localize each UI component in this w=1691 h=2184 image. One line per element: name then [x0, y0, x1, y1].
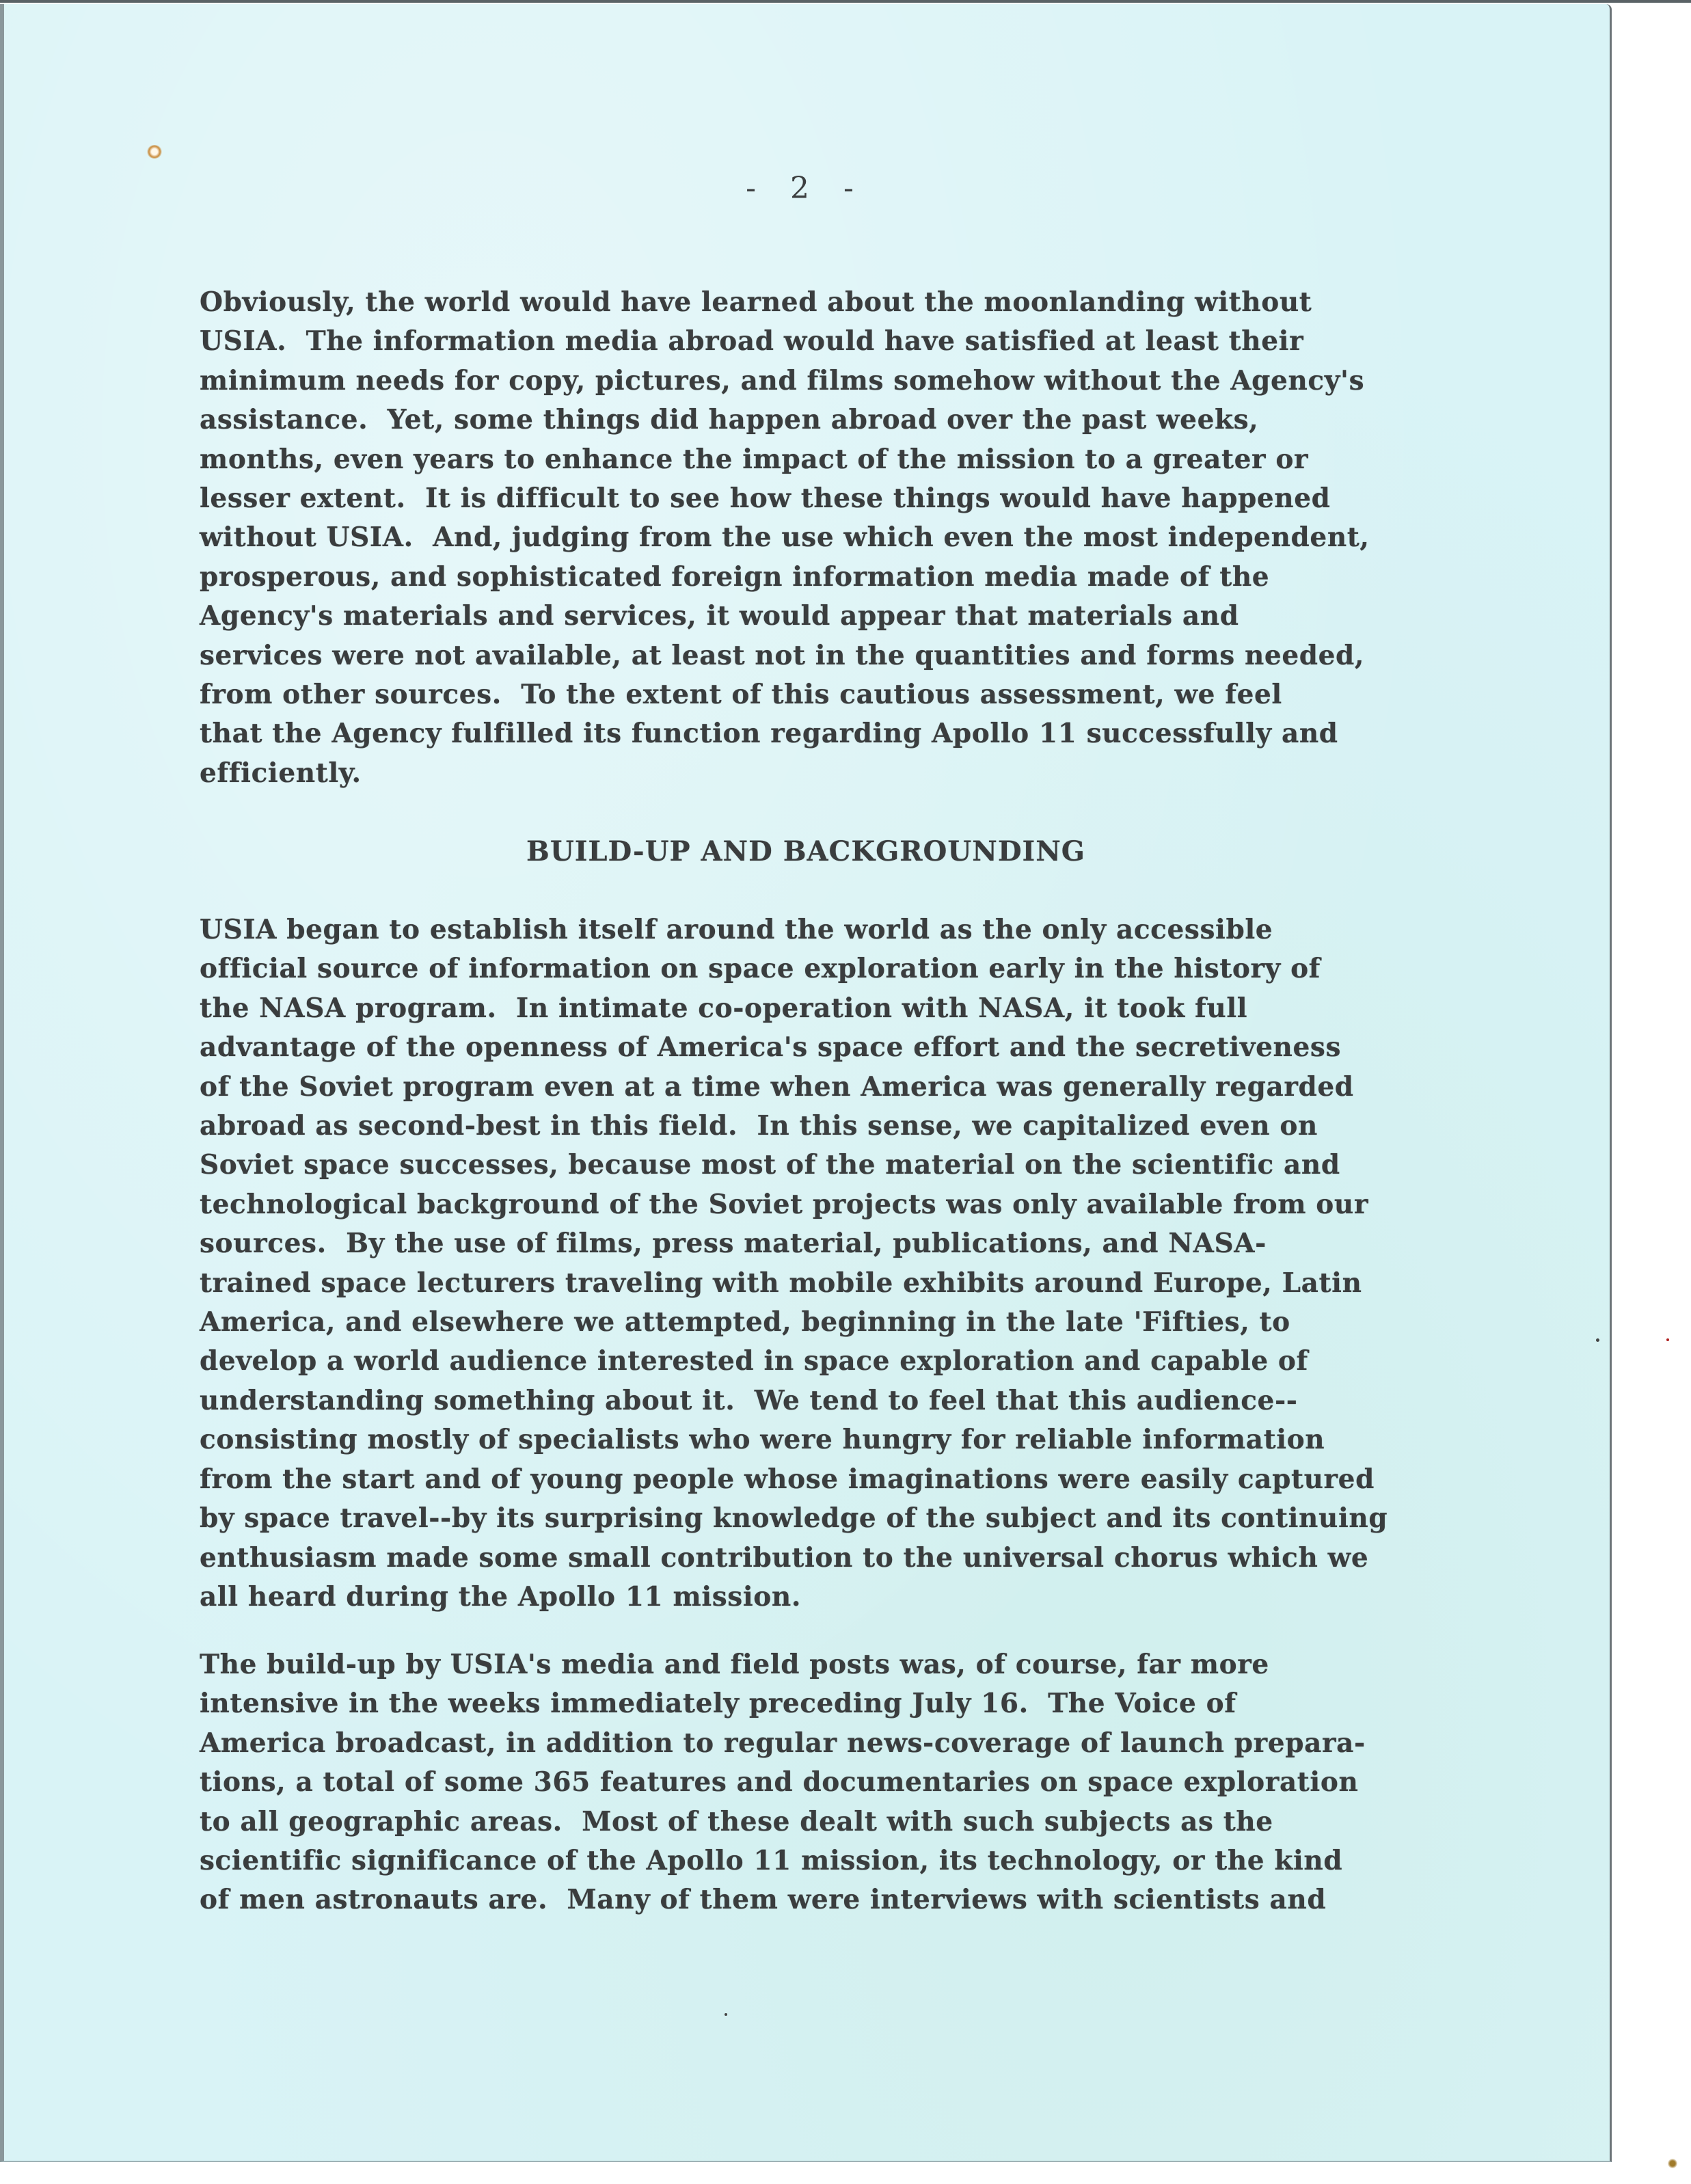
- text-line: prosperous, and sophisticated foreign information media made of the: [200, 561, 1270, 593]
- text-line: assistance. Yet, some things did happen abroad over the past weeks,: [200, 404, 1259, 436]
- section-heading: BUILD-UP AND BACKGROUNDING: [526, 835, 1085, 867]
- text-line: develop a world audience interested in space exploration and capable of: [200, 1345, 1308, 1377]
- paragraph-1: [200, 283, 1567, 793]
- text-line: months, even years to enhance the impact of the mission to a greater or: [200, 443, 1309, 475]
- page-number: - 2 -: [746, 171, 866, 206]
- text-line: official source of information on space exploration early in the history of: [200, 953, 1321, 985]
- text-line: understanding something about it. We tend to feel that this audience--: [200, 1384, 1298, 1416]
- text-line: that the Agency fulfilled its function regarding Apollo 11 successfully and: [200, 718, 1338, 750]
- text-line: from the start and of young people whose imaginations were easily captured: [200, 1463, 1375, 1495]
- text-line: enthusiasm made some small contribution to the universal chorus which we: [200, 1541, 1369, 1574]
- text-line: sources. By the use of films, press material, publications, and NASA-: [200, 1228, 1267, 1260]
- text-line: lesser extent. It is difficult to see how these things would have happened: [200, 483, 1331, 515]
- text-line: from other sources. To the extent of this cautious assessment, we feel: [200, 679, 1282, 711]
- paragraph-2: [200, 911, 1567, 1617]
- text-line: of men astronauts are. Many of them were interviews with scientists and: [200, 1884, 1327, 1916]
- text-line: efficiently.: [200, 757, 362, 789]
- rust-stain: [1668, 2159, 1677, 2168]
- rust-stain: [147, 145, 162, 159]
- scan-top-edge: [0, 0, 1691, 3]
- ink-speck: [1666, 1338, 1669, 1341]
- text-line: The build-up by USIA's media and field posts was, of course, far more: [200, 1649, 1269, 1680]
- text-line: technological background of the Soviet projects was only available from our: [200, 1188, 1369, 1220]
- ink-speck: [1596, 1338, 1599, 1342]
- text-line: minimum needs for copy, pictures, and films somehow without the Agency's: [200, 364, 1365, 396]
- text-line: Obviously, the world would have learned about the moonlanding without: [200, 286, 1312, 318]
- text-line: consisting mostly of specialists who were hungry for reliable information: [200, 1424, 1325, 1456]
- text-line: of the Soviet program even at a time when America was generally regarded: [200, 1070, 1354, 1103]
- text-line: abroad as second-best in this field. In this sense, we capitalized even on: [200, 1110, 1318, 1142]
- text-line: advantage of the openness of America's space effort and the secretiveness: [200, 1032, 1342, 1064]
- text-line: America, and elsewhere we attempted, beginning in the late 'Fifties, to: [200, 1306, 1290, 1338]
- text-line: intensive in the weeks immediately preceding July 16. The Voice of: [200, 1688, 1236, 1720]
- text-line: USIA began to establish itself around the world as the only accessible: [200, 914, 1273, 945]
- text-line: trained space lecturers traveling with mobile exhibits around Europe, Latin: [200, 1267, 1362, 1299]
- text-line: by space travel--by its surprising knowledge of the subject and its continuing: [200, 1502, 1388, 1535]
- text-line: Soviet space successes, because most of the material on the scientific and: [200, 1149, 1340, 1181]
- text-line: to all geographic areas. Most of these dealt with such subjects as the: [200, 1805, 1273, 1837]
- text-line: USIA. The information media abroad would have satisfied at least their: [200, 325, 1304, 358]
- text-line: all heard during the Apollo 11 mission.: [200, 1580, 802, 1613]
- text-line: without USIA. And, judging from the use which even the most independent,: [200, 522, 1370, 554]
- ink-speck: [725, 2013, 727, 2016]
- paragraph-3: [200, 1645, 1567, 1920]
- text-line: America broadcast, in addition to regular news-coverage of launch prepara-: [200, 1727, 1366, 1759]
- text-line: the NASA program. In intimate co-operation with NASA, it took full: [200, 992, 1248, 1024]
- text-line: tions, a total of some 365 features and documentaries on space exploration: [200, 1766, 1359, 1798]
- text-line: scientific significance of the Apollo 11 mission, its technology, or the kind: [200, 1845, 1343, 1877]
- text-line: Agency's materials and services, it would appear that materials and: [200, 600, 1239, 632]
- text-line: services were not available, at least not in the quantities and forms needed,: [200, 639, 1365, 671]
